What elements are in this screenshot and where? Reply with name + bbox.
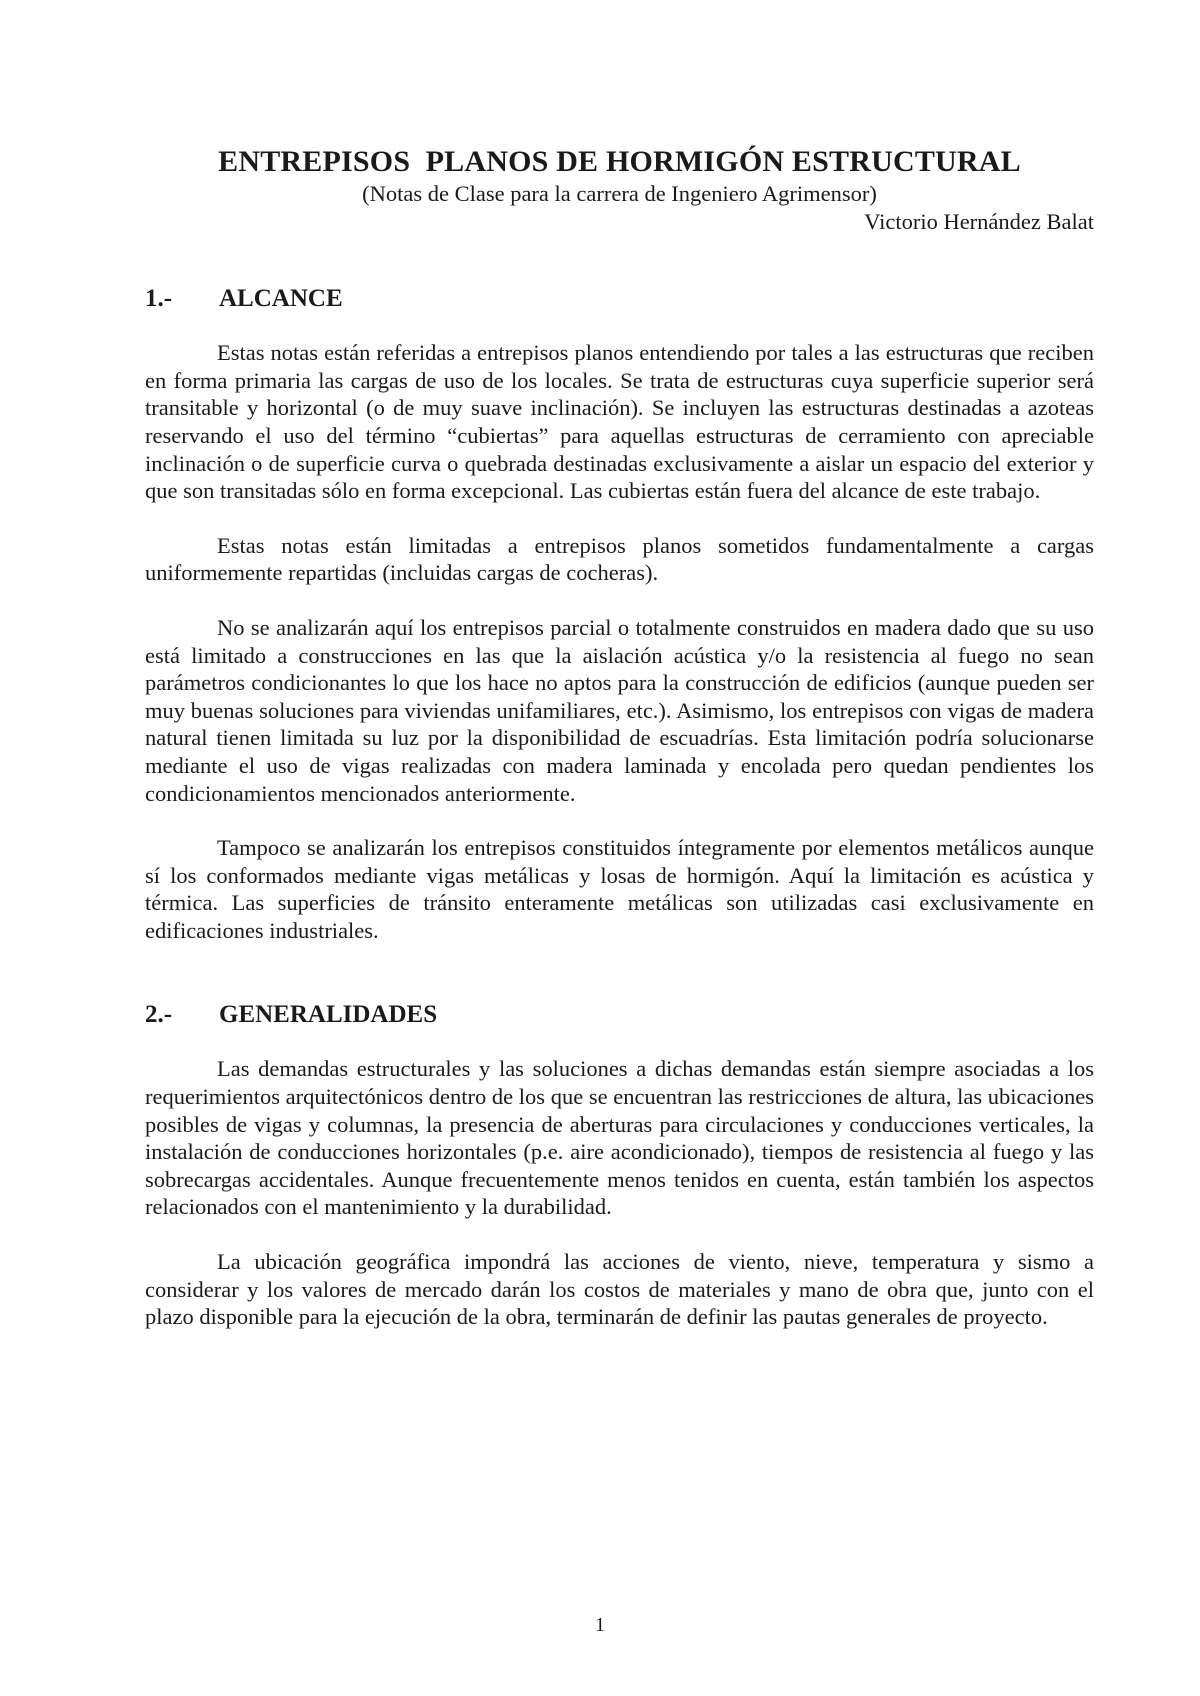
document-subtitle: (Notas de Clase para la carrera de Ingeniero Agrimensor) — [362, 181, 877, 206]
section-number: 2.- — [145, 1001, 173, 1029]
paragraph: Estas notas están limitadas a entrepisos planos sometidos fundamentalmente a cargas uniformemente repartidas (incluidas cargas de cocheras). — [145, 532, 1094, 586]
section-generalidades — [145, 1000, 1094, 1330]
section-alcance — [145, 284, 1094, 944]
page-number: 1 — [595, 1614, 605, 1636]
paragraph: No se analizarán aquí los entrepisos parcial o totalmente construidos en madera dado que su uso está limitado a construcciones en las que la aislación acústica y/o la resistencia al fuego no sean parámetros condicionantes lo que los hace no aptos para la construcción de edificios (aunque pueden ser muy buenas soluciones para viviendas unifamiliares, etc.). Asimismo, los entrepisos con vigas de madera natural tienen limitada su luz por la disponibilidad de escuadrías. Esta limitación podría solucionarse mediante el uso de vigas realizadas con madera laminada y encolada pero quedan pendientes los condicionamientos mencionados anteriormente. — [145, 614, 1094, 806]
paragraph: Tampoco se analizarán los entrepisos constituidos íntegramente por elementos metálicos aunque sí los conformados mediante vigas metálicas y losas de hormigón. Aquí la limitación es acústica y térmica. Las superficies de tránsito enteramente metálicas son utilizadas casi exclusivamente en edificaciones industriales. — [145, 835, 1094, 943]
paragraph: Estas notas están referidas a entrepisos planos entendiendo por tales a las estructuras que reciben en forma primaria las cargas de uso de los locales. Se trata de estructuras cuya superficie superior será transitable y horizontal (o de muy suave inclinación). Se incluyen las estructuras destinadas a azoteas reservando el uso del término “cubiertas” para aquellas estructuras de cerramiento con apreciable inclinación o de superficie curva o quebrada destinadas exclusivamente a aislar un espacio del exterior y que son transitadas sólo en forma excepcional. Las cubiertas están fuera del alcance de este trabajo. — [145, 340, 1094, 504]
section-number: 1.- — [145, 285, 173, 313]
section-title: GENERALIDADES — [219, 1001, 438, 1029]
document-title: ENTREPISOS PLANOS DE HORMIGÓN ESTRUCTURAL — [218, 145, 1021, 178]
section-title: ALCANCE — [219, 285, 343, 313]
paragraph: Las demandas estructurales y las soluciones a dichas demandas están siempre asociadas a los requerimientos arquitectónicos dentro de los que se encuentran las restricciones de altura, las ubicaciones posibles de vigas y columnas, la presencia de aberturas para circulaciones y conducciones verticales, la instalación de conducciones horizontales (p.e. aire acondicionado), tiempos de resistencia al fuego y las sobrecargas accidentales. Aunque frecuentemente menos tenidos en cuenta, están también los aspectos relacionados con el mantenimiento y la durabilidad. — [145, 1056, 1094, 1220]
paragraph: La ubicación geográfica impondrá las acciones de viento, nieve, temperatura y sismo a considerar y los valores de mercado darán los costos de materiales y mano de obra que, junto con el plazo disponible para la ejecución de la obra, terminarán de definir las pautas generales de proyecto. — [145, 1249, 1094, 1330]
section-heading — [145, 284, 1094, 314]
document-author: Victorio Hernández Balat — [864, 208, 1094, 234]
section-heading — [145, 1000, 1094, 1030]
